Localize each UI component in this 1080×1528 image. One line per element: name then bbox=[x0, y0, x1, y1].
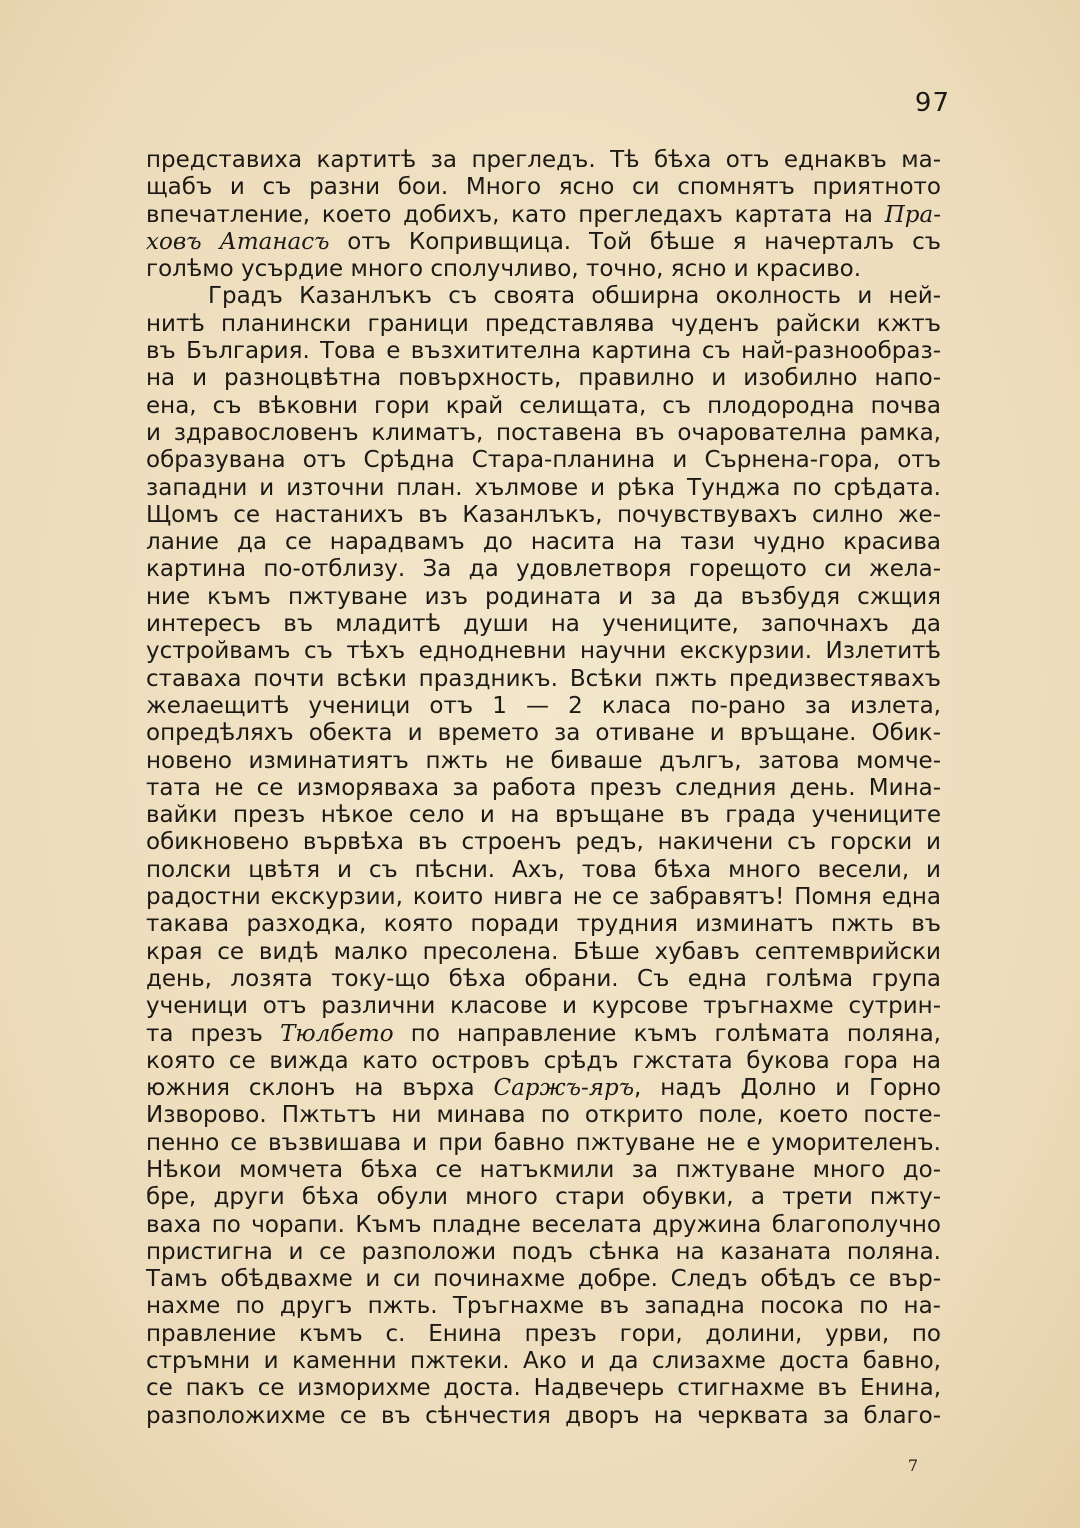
italic-name: Пра- bbox=[884, 201, 941, 228]
text-fragment: та презъ bbox=[146, 1020, 281, 1047]
text-line: въ България. Това е възхитителна картина съ най-разнообраз- bbox=[146, 338, 941, 365]
text-fragment: южния склонъ на върха bbox=[146, 1075, 494, 1102]
text-line: ставаха почти всѣки праздникъ. Всѣки пжть предизвестявахъ bbox=[146, 665, 941, 692]
text-fragment: отъ Копривщица. Той бѣше я начерталъ съ bbox=[329, 228, 941, 255]
text-line: лание да се нарадвамъ до насита на тази чудно красива bbox=[146, 529, 941, 556]
text-line: интересъ въ младитѣ души на учениците, започнахъ да bbox=[146, 611, 941, 638]
text-line: се пакъ се изморихме доста. Надвечерь стигнахме въ Енина, bbox=[146, 1375, 941, 1402]
text-line: нахме по другъ пжть. Тръгнахме въ западна посока по на- bbox=[146, 1293, 941, 1320]
text-line: обикновено вървѣха въ строенъ редъ, накичени съ горски и bbox=[146, 829, 941, 856]
text-line: устройвамъ съ тѣхъ еднодневни научни екскурзии. Излетитѣ bbox=[146, 638, 941, 665]
text-line bbox=[146, 1021, 941, 1048]
text-line: правление къмъ с. Енина презъ гори, долини, урви, по bbox=[146, 1320, 941, 1347]
text-line bbox=[146, 1075, 941, 1102]
italic-place-name: Саржъ-яръ bbox=[493, 1075, 635, 1102]
text-line: и здравословенъ климатъ, поставена въ очарователна рамка, bbox=[146, 419, 941, 446]
text-line: тата не се изморяваха за работа презъ следния день. Мина- bbox=[146, 774, 941, 801]
text-fragment: , надъ Долно и Горно bbox=[634, 1075, 941, 1102]
text-line: новено изминатиятъ пжть не биваше дългъ, затова момче- bbox=[146, 747, 941, 774]
text-line: день, лозята току-що бѣха обрани. Съ една голѣма група bbox=[146, 965, 941, 992]
text-line: Нѣкои момчета бѣха се натъкмили за пжтуване много до- bbox=[146, 1156, 941, 1183]
text-line: Щомъ се настанихъ въ Казанлъкъ, почувствувахъ силно же- bbox=[146, 501, 941, 528]
text-line: Градъ Казанлъкъ съ своята обширна околность и ней- bbox=[208, 283, 941, 310]
text-line: Тамъ обѣдвахме и си починахме добре. Следъ обѣдъ се вър- bbox=[146, 1266, 941, 1293]
text-line: такава разходка, която поради трудния изминатъ пжть въ bbox=[146, 911, 941, 938]
text-line: голѣмо усърдие много сполучливо, точно, ясно и красиво. bbox=[146, 256, 862, 283]
text-line: Изворово. Пжтьтъ ни минава по открито поле, което посте- bbox=[146, 1102, 941, 1129]
text-line: западни и източни план. хълмове и рѣка Тунджа по срѣдата. bbox=[146, 474, 941, 501]
text-line: радостни екскурзии, които нивга не се забравятъ! Помня една bbox=[146, 884, 941, 911]
text-line: пенно се възвишава и при бавно пжтуване не е уморителенъ. bbox=[146, 1129, 941, 1156]
text-line: опредѣляхъ обекта и времето за отиване и връщане. Обик- bbox=[146, 720, 941, 747]
text-line: на и разноцвѣтна повърхность, правилно и изобилно напо- bbox=[146, 365, 941, 392]
italic-name: ховъ Атанасъ bbox=[146, 228, 330, 255]
text-line: полски цвѣтя и съ пѣсни. Ахъ, това бѣха много весели, и bbox=[146, 856, 941, 883]
text-line: щабъ и съ разни бои. Много ясно си спомнятъ приятното bbox=[146, 174, 941, 201]
text-line: бре, други бѣха обули много стари обувки, а трети пжту- bbox=[146, 1184, 941, 1211]
text-line: желаещитѣ ученици отъ 1 — 2 класа по-рано за излета, bbox=[146, 692, 941, 719]
text-line: която се вижда като островъ срѣдъ гжстата букова гора на bbox=[146, 1047, 941, 1074]
text-line bbox=[146, 202, 941, 229]
text-fragment: по направление къмъ голѣмата поляна, bbox=[393, 1020, 941, 1047]
page-number: 97 bbox=[914, 88, 950, 118]
text-line: образувана отъ Срѣдна Стара-планина и Сърнена-гора, отъ bbox=[146, 447, 941, 474]
text-line: ученици отъ различни класове и курсове тръгнахме сутрин- bbox=[146, 993, 941, 1020]
signature-mark: 7 bbox=[907, 1456, 918, 1475]
text-line: стръмни и каменни пжтеки. Ако и да слизахме доста бавно, bbox=[146, 1348, 941, 1375]
text-line: ние къмъ пжтуване изъ родината и за да възбудя сжщия bbox=[146, 583, 941, 610]
text-line: пристигна и се разположи подъ сѣнка на казаната поляна. bbox=[146, 1238, 941, 1265]
text-line: разположихме се въ сѣнчестия дворъ на черквата за благо- bbox=[146, 1402, 941, 1429]
text-fragment: впечатление, което добихъ, като прегледахъ картата на bbox=[146, 201, 885, 228]
text-line bbox=[146, 229, 941, 256]
text-line: нитѣ планински граници представлява чуденъ райски кжтъ bbox=[146, 310, 941, 337]
italic-place-name: Тюлбето bbox=[280, 1020, 394, 1047]
text-line: картина по-отблизу. За да удовлетворя горещото си жела- bbox=[146, 556, 941, 583]
text-line: ваха по чорапи. Къмъ пладне веселата дружина благополучно bbox=[146, 1211, 941, 1238]
text-line: вайки презъ нѣкое село и на връщане въ града учениците bbox=[146, 802, 941, 829]
text-line: края се видѣ малко пресолена. Бѣше хубавъ септемврийски bbox=[146, 938, 941, 965]
text-line: ена, съ вѣковни гори край селищата, съ плодородна почва bbox=[146, 392, 941, 419]
text-line: представиха картитѣ за прегледъ. Тѣ бѣха отъ еднаквъ ма- bbox=[146, 147, 941, 173]
body-text bbox=[146, 147, 941, 1430]
